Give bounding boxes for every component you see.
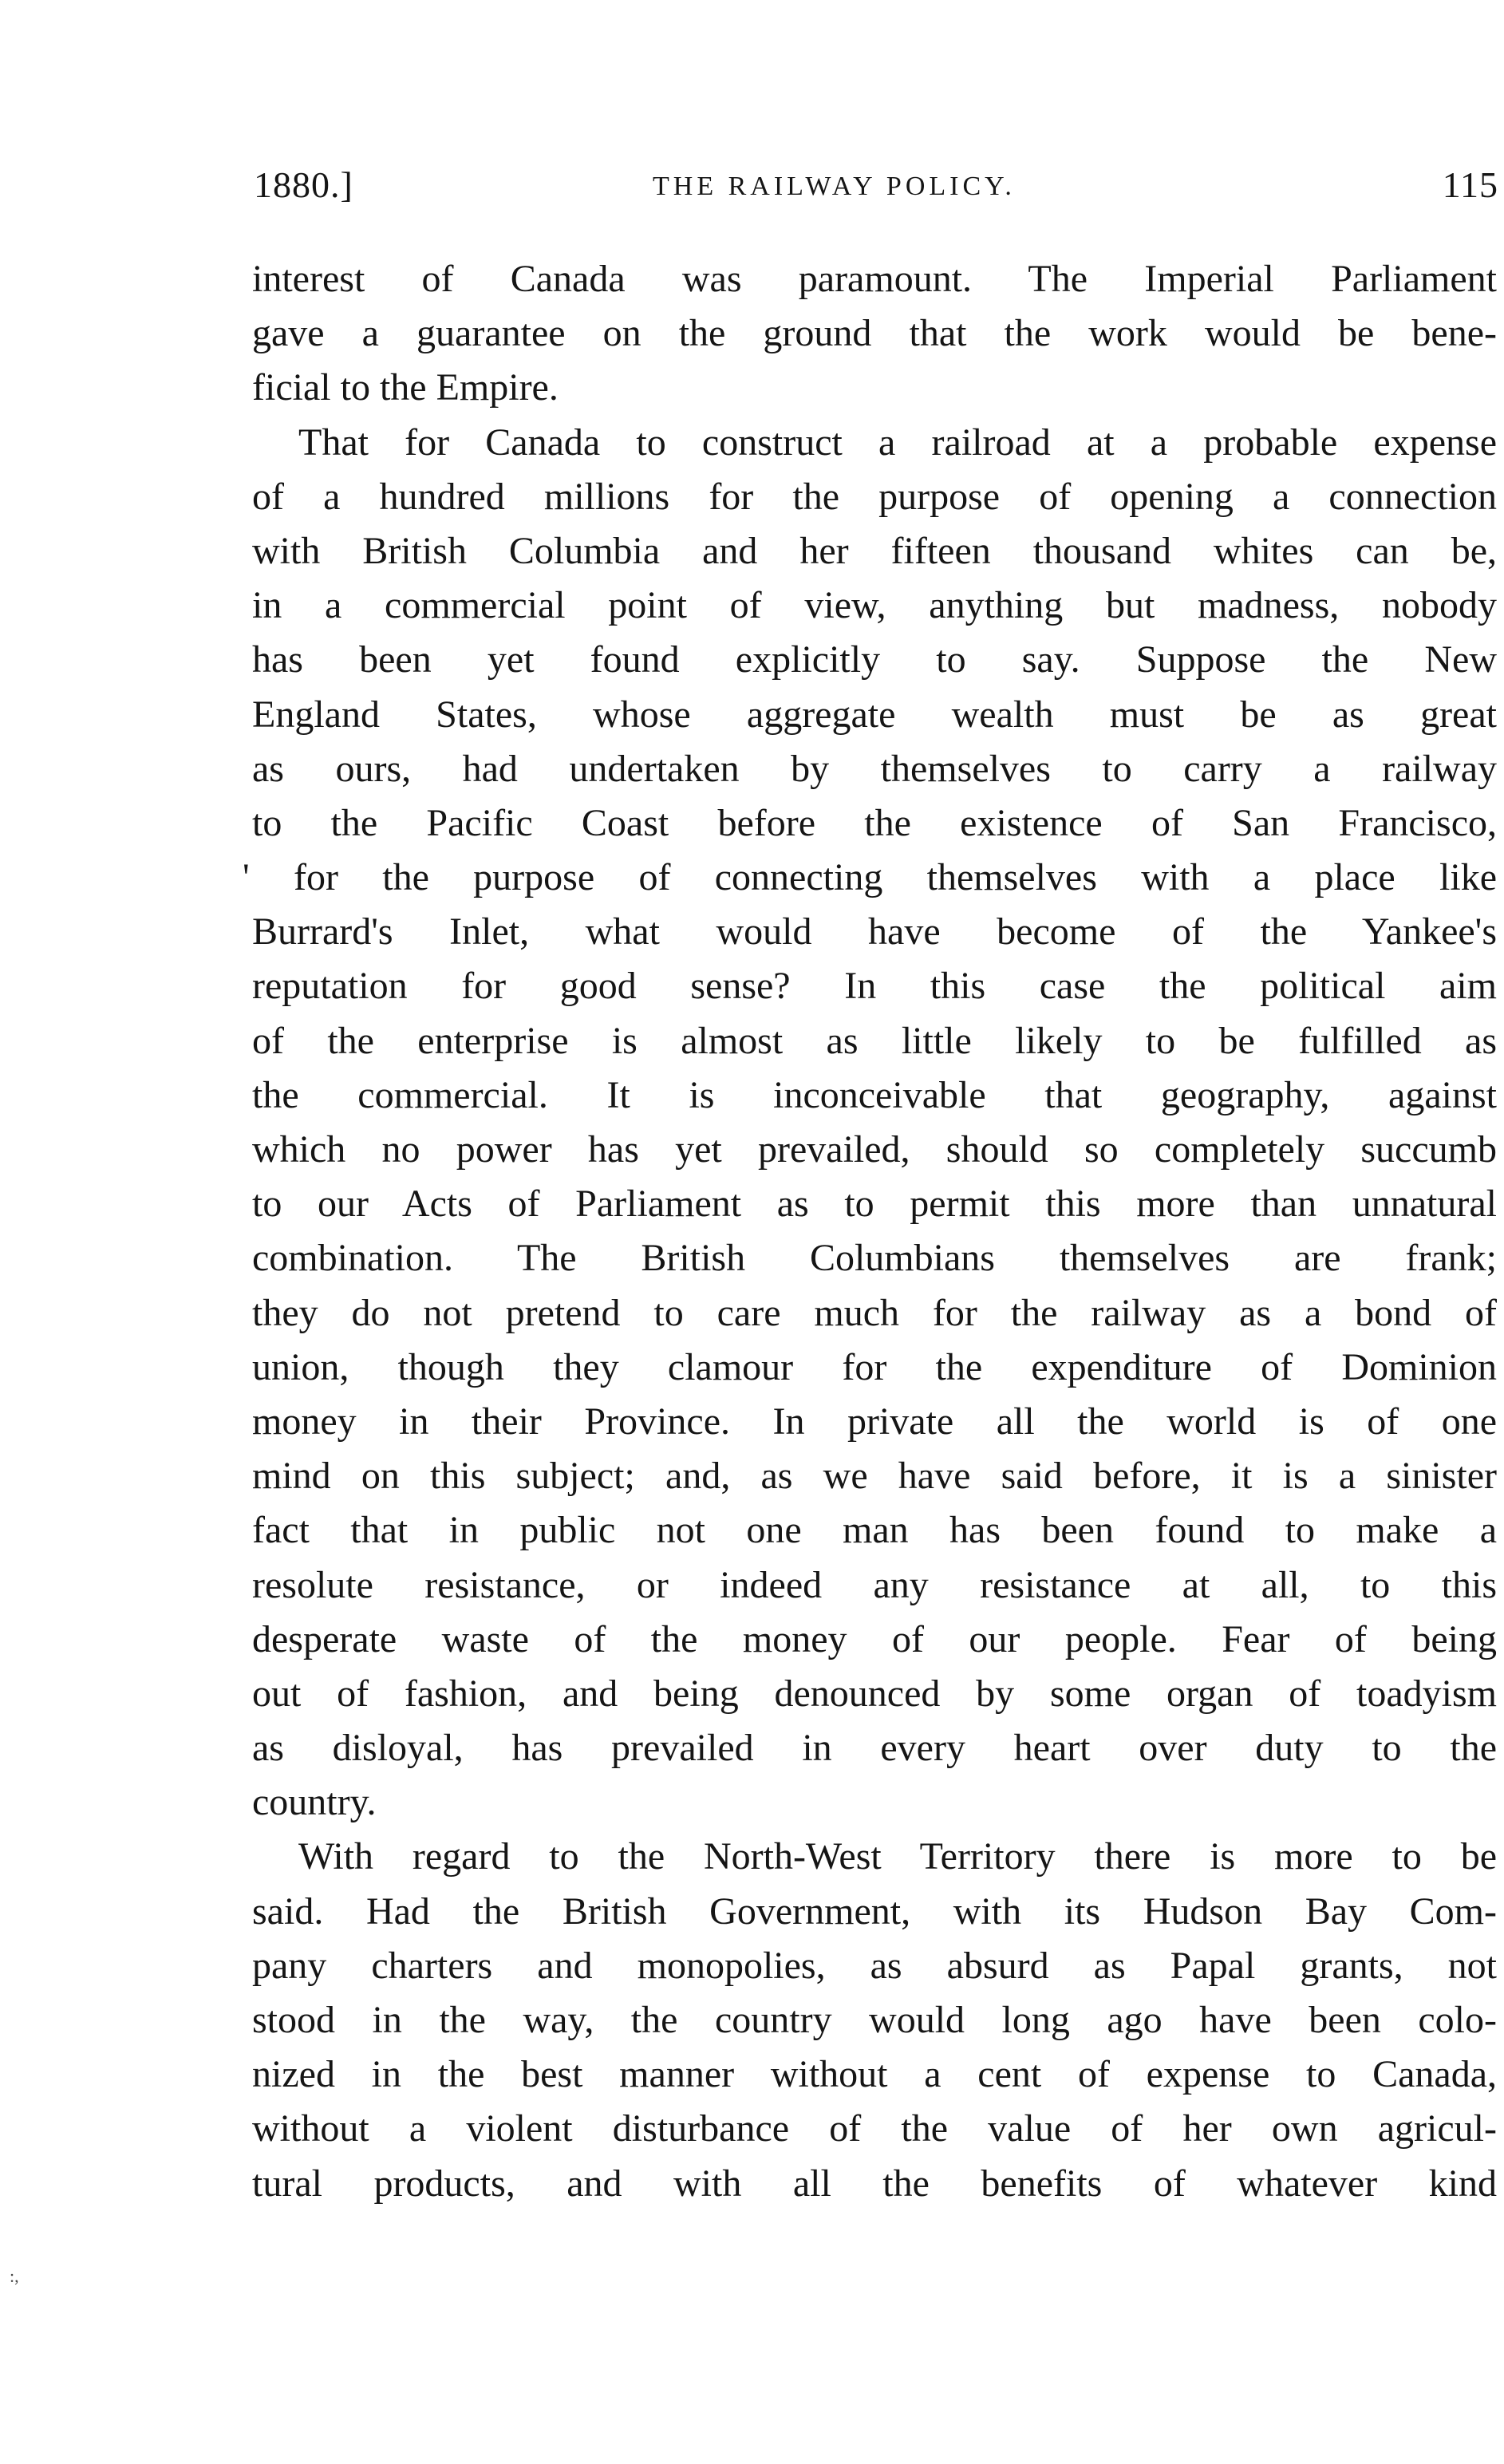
text-line: reputation for good sense? In this case the political aim — [252, 965, 1497, 1008]
text-line: desperate waste of the money of our people. Fear of being — [252, 1617, 1497, 1660]
text-line: combination. The British Columbians themselves are frank; — [252, 1237, 1497, 1280]
text-line: without a violent disturbance of the value of her own agricul- — [252, 2107, 1497, 2150]
text-line: with British Columbia and her fifteen thousand whites can be, — [252, 529, 1497, 572]
text-line: said. Had the British Government, with its Hudson Bay Com- — [252, 1889, 1497, 1933]
text-line: Burrard's Inlet, what would have become of the Yankee's — [252, 910, 1497, 954]
page-number: 115 — [1442, 164, 1498, 205]
text-line: as ours, had undertaken by themselves to carry a railway — [252, 747, 1497, 790]
text-line: of the enterprise is almost as little likely to be fulfilled as — [252, 1019, 1497, 1062]
text-line: stood in the way, the country would long ago have been colo- — [252, 1999, 1497, 2041]
text-line: ficial to the Empire. — [252, 366, 559, 409]
text-line: which no power has yet prevailed, should so completely succumb — [252, 1128, 1497, 1171]
text-line: fact that in public not one man has been found to make a — [252, 1509, 1497, 1552]
text-line: resolute resistance, or indeed any resistance at all, to this — [252, 1563, 1497, 1606]
text-line: of a hundred millions for the purpose of opening a connection — [252, 475, 1497, 518]
text-line: interest of Canada was paramount. The Imperial Parliament — [252, 258, 1497, 300]
text-line: nized in the best manner without a cent of expense to Canada, — [252, 2053, 1497, 2096]
paragraph-start-line: That for Canada to construct a railroad at a probable expense — [298, 421, 1497, 464]
text-line: country. — [252, 1781, 377, 1824]
text-line: ' for the purpose of connecting themselves with a place like — [243, 856, 1497, 899]
text-line: the commercial. It is inconceivable that geography, against — [252, 1073, 1497, 1116]
text-line: they do not pretend to care much for the railway as a bond of — [252, 1291, 1497, 1334]
text-line: gave a guarantee on the ground that the work would be bene- — [252, 312, 1497, 355]
running-head-title: THE RAILWAY POLICY. — [653, 172, 1016, 201]
running-head-year: 1880.] — [254, 164, 353, 205]
text-line: has been yet found explicitly to say. Suppose the New — [252, 638, 1497, 681]
text-line: tural products, and with all the benefits of whatever kind — [252, 2162, 1497, 2205]
body-text — [243, 252, 1497, 2211]
text-line: to our Acts of Parliament as to permit this more than unnatural — [252, 1183, 1497, 1226]
text-line: mind on this subject; and, as we have said before, it is a sinister — [252, 1455, 1497, 1498]
running-head — [254, 164, 1498, 211]
text-line: England States, whose aggregate wealth must be as great — [252, 693, 1497, 736]
text-line: pany charters and monopolies, as absurd as Papal grants, not — [252, 1944, 1497, 1987]
text-line: union, though they clamour for the expenditure of Dominion — [252, 1345, 1497, 1388]
text-line: out of fashion, and being denounced by some organ of toadyism — [252, 1672, 1497, 1715]
text-line: money in their Province. In private all the world is of one — [252, 1400, 1497, 1443]
text-line: in a commercial point of view, anything but madness, nobody — [252, 584, 1497, 627]
margin-mark: :, — [10, 2266, 19, 2286]
paragraph-start-line: With regard to the North-West Territory there is more to be — [298, 1835, 1497, 1878]
text-line: to the Pacific Coast before the existence of San Francisco, — [252, 801, 1497, 844]
text-line: as disloyal, has prevailed in every heart over duty to the — [252, 1727, 1497, 1770]
